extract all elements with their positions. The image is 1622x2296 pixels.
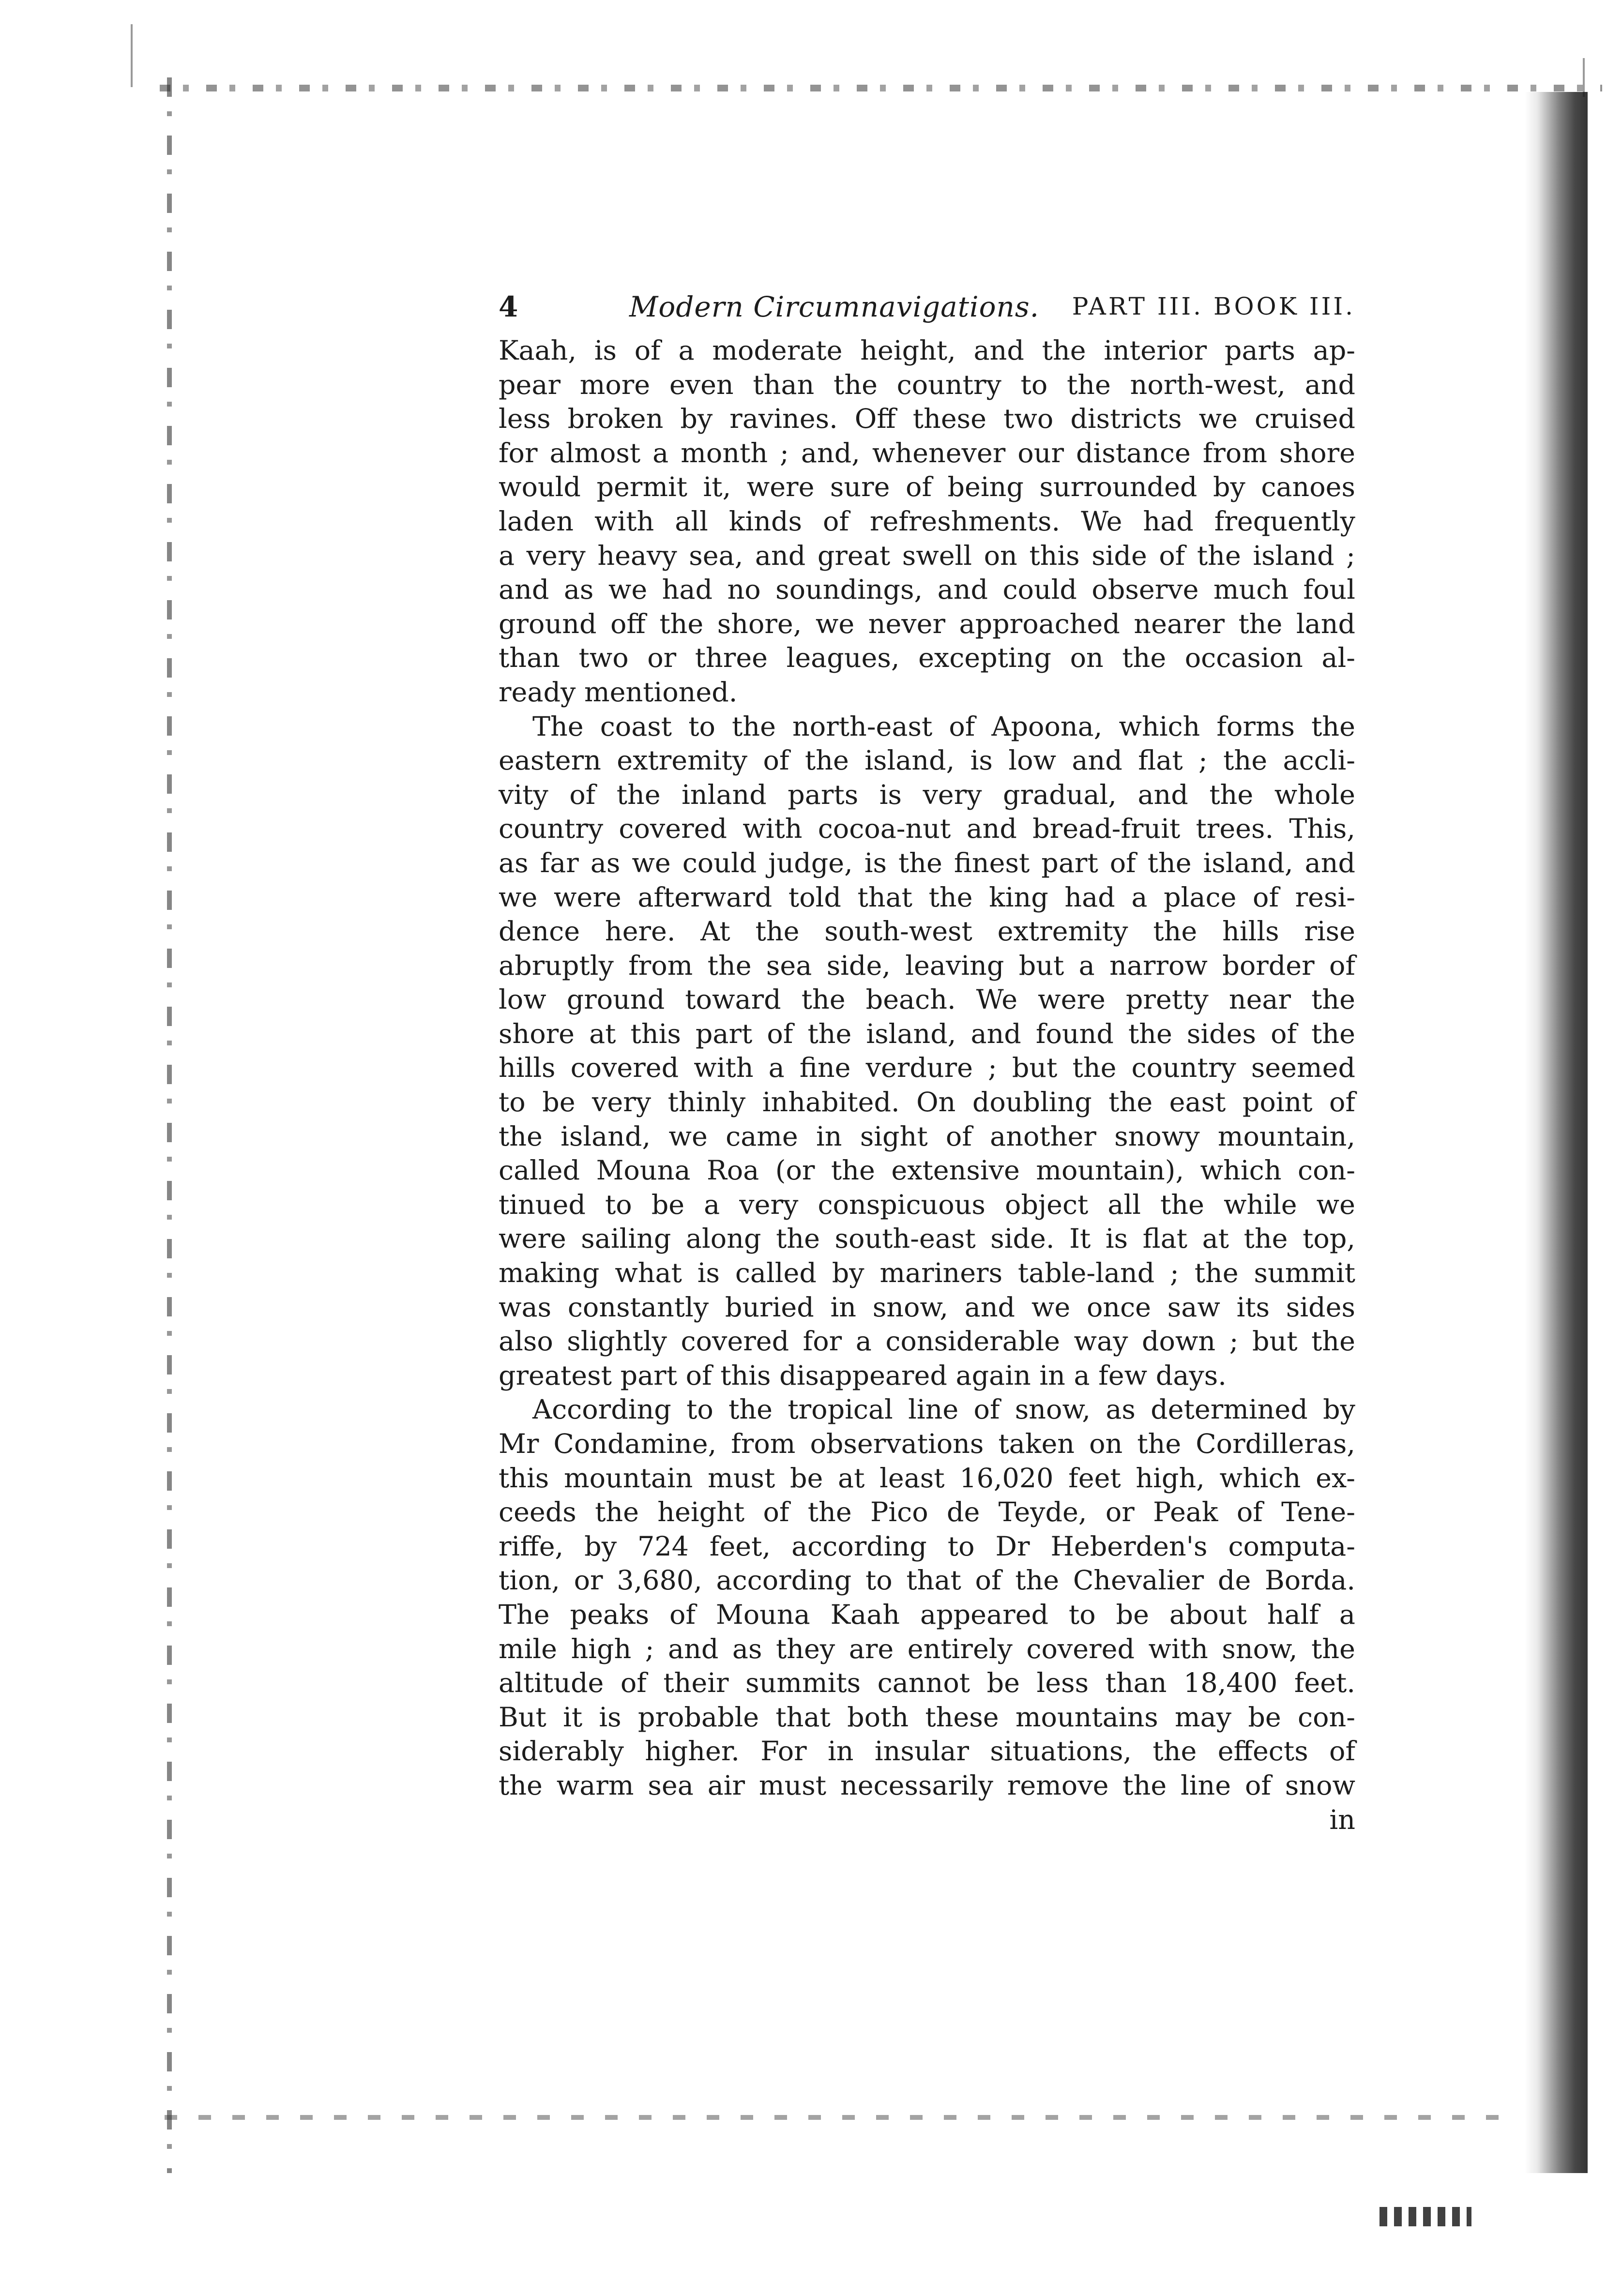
scan-top-border (160, 85, 1602, 91)
text-line: dence here. At the south-west extremity the hills rise (499, 916, 1355, 948)
paragraph (499, 1393, 1355, 1803)
text-line: would permit it, were sure of being surrounded by canoes (499, 471, 1355, 503)
book-page (499, 290, 1355, 1837)
scan-bottom-marks (1379, 2207, 1471, 2226)
text-line: were sailing along the south-east side. It is flat at the top, (499, 1223, 1355, 1255)
text-line: ready mentioned. (499, 676, 738, 708)
text-line: the island, we came in sight of another snowy mountain, (499, 1120, 1355, 1152)
text-line: tinued to be a very conspicuous object all the while we (499, 1189, 1355, 1221)
body-text (499, 334, 1355, 1837)
scan-binding-shadow (1525, 92, 1588, 2173)
text-line: for almost a month ; and, whenever our distance from shore (499, 437, 1355, 469)
text-line: a very heavy sea, and great swell on this side of the island ; (499, 540, 1355, 572)
text-line: as far as we could judge, is the finest part of the island, and (499, 847, 1355, 879)
text-line: less broken by ravines. Off these two districts we cruised (499, 403, 1355, 435)
text-line: The peaks of Mouna Kaah appeared to be about half a (499, 1599, 1355, 1631)
text-line: and as we had no soundings, and could observe much foul (499, 574, 1355, 606)
running-title: Modern Circumnavigations. (629, 290, 1040, 323)
text-line: mile high ; and as they are entirely covered with snow, the (499, 1633, 1355, 1665)
text-line: greatest part of this disappeared again in a few days. (499, 1359, 1227, 1391)
text-line: called Mouna Roa (or the extensive mountain), which con- (499, 1155, 1355, 1187)
text-line: laden with all kinds of refreshments. We had frequently (499, 505, 1355, 537)
text-line: to be very thinly inhabited. On doubling the east point of (499, 1087, 1355, 1118)
text-line: also slightly covered for a considerable way down ; but the (499, 1326, 1355, 1358)
text-line: low ground toward the beach. We were pretty near the (499, 984, 1355, 1016)
text-line: Mr Condamine, from observations taken on the Cordilleras, (499, 1428, 1355, 1460)
text-line: ground off the shore, we never approached nearer the land (499, 608, 1355, 640)
page-number: 4 (499, 290, 518, 323)
paragraph (499, 334, 1355, 710)
text-line: vity of the inland parts is very gradual, and the whole (499, 779, 1355, 811)
text-line: tion, or 3,680, according to that of the Chevalier de Borda. (499, 1565, 1355, 1597)
text-line: pear more even than the country to the north-west, and (499, 369, 1355, 401)
text-line: But it is probable that both these mountains may be con- (499, 1701, 1355, 1733)
text-line: we were afterward told that the king had a place of resi- (499, 881, 1355, 913)
text-line: was constantly buried in snow, and we once saw its sides (499, 1291, 1355, 1323)
text-line: riffe, by 724 feet, according to Dr Heberden's computa- (499, 1530, 1355, 1562)
text-line: making what is called by mariners table-land ; the summit (499, 1257, 1355, 1289)
scan-left-border (167, 77, 172, 2173)
text-line: shore at this part of the island, and found the sides of the (499, 1018, 1355, 1050)
paragraph (499, 710, 1355, 1393)
text-line: ceeds the height of the Pico de Teyde, or Peak of Tene- (499, 1496, 1355, 1528)
part-book-label: PART III. BOOK III. (1072, 292, 1355, 320)
text-line: siderably higher. For in insular situations, the effects of (499, 1736, 1355, 1767)
scan-bottom-border (165, 2115, 1520, 2120)
text-line: altitude of their summits cannot be less than 18,400 feet. (499, 1667, 1355, 1699)
scan-left-rule (131, 24, 133, 87)
text-line: According to the tropical line of snow, as determined by (532, 1394, 1355, 1426)
text-line: the warm sea air must necessarily remove the line of snow (499, 1769, 1355, 1801)
running-head (499, 290, 1355, 334)
text-line: hills covered with a fine verdure ; but the country seemed (499, 1052, 1355, 1084)
text-line: country covered with cocoa-nut and bread-fruit trees. This, (499, 813, 1355, 845)
catchword: in (1329, 1804, 1355, 1836)
text-line: eastern extremity of the island, is low and flat ; the accli- (499, 745, 1355, 777)
text-line: Kaah, is of a moderate height, and the interior parts ap- (499, 335, 1355, 366)
text-line: this mountain must be at least 16,020 feet high, which ex- (499, 1462, 1355, 1494)
text-line: abruptly from the sea side, leaving but a narrow border of (499, 950, 1355, 982)
text-line: The coast to the north-east of Apoona, which forms the (532, 710, 1355, 742)
text-line: than two or three leagues, excepting on the occasion al- (499, 642, 1355, 674)
